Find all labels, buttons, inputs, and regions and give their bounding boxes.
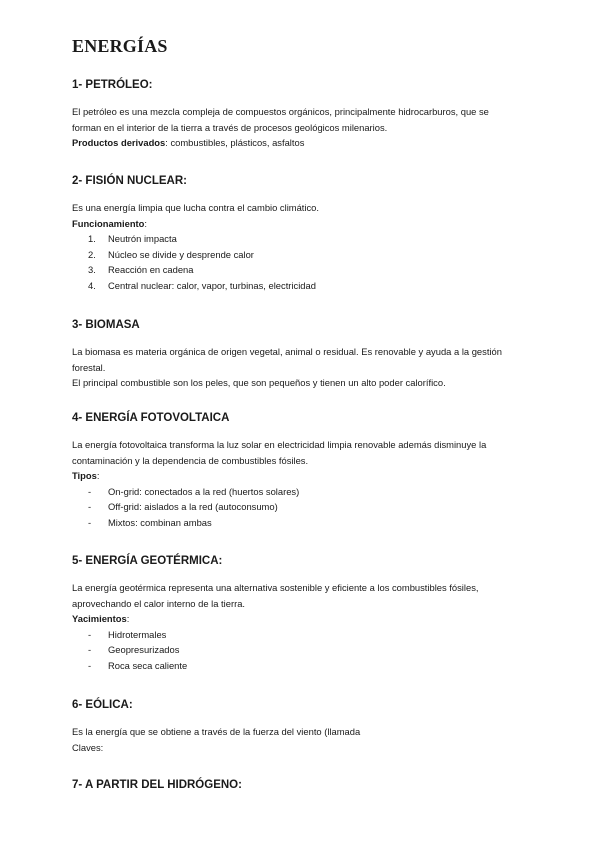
list-item [72,231,532,247]
list-item-text: Neutrón impacta [108,233,177,245]
list-item-text: Central nuclear: calor, vapor, turbinas, electricidad [108,279,316,291]
section-fotovoltaica [72,411,532,531]
paragraph-line: forestal. [72,361,106,373]
list-item [72,262,532,278]
section-heading: 3- BIOMASA [72,319,140,331]
bold-label: Yacimientos [72,613,127,625]
label-line [72,611,532,627]
list-item [72,499,532,515]
section-geotermica [72,554,532,674]
paragraph-line: El petróleo es una mezcla compleja de compuestos orgánicos, principalmente hidrocarburos, que se [72,106,489,117]
dash-list [72,627,532,674]
paragraph-line: La energía geotérmica representa una alternativa sostenible y eficiente a los combustibles fósiles, [72,582,479,593]
paragraph-line: La biomasa es materia orgánica de origen vegetal, animal o residual. Es renovable y ayuda a la gestión [72,346,502,357]
list-marker: 4. [88,279,96,291]
list-item-text: Geopresurizados [108,644,180,656]
list-item-text: Roca seca caliente [108,659,188,671]
section-heading: 1- PETRÓLEO: [72,79,153,91]
list-marker: - [88,485,92,497]
list-item [72,658,532,674]
label-text: : [144,217,148,229]
label-line [72,216,532,232]
list-marker: 2. [88,248,96,260]
list-item [72,484,532,500]
bold-label: Tipos [72,470,97,482]
section-heading: 5- ENERGÍA GEOTÉRMICA: [72,555,223,567]
list-marker: - [88,501,92,513]
paragraph-line: aprovechando el calor interno de la tierra. [72,597,246,609]
document-title: ENERGÍAS [72,36,168,56]
list-marker: - [88,644,92,656]
list-marker: - [88,628,92,640]
list-marker: - [88,516,92,528]
section-heading: 2- FISIÓN NUCLEAR: [72,175,187,187]
list-item [72,278,532,294]
paragraph-line: Es la energía que se obtiene a través de la fuerza del viento (llamada [72,726,361,737]
bold-label: Productos derivados [72,137,166,149]
label-line [72,468,532,484]
section-heading: 6- EÓLICA: [72,699,133,711]
list-item-text: On-grid: conectados a la red (huertos solares) [108,485,300,497]
list-item [72,627,532,643]
label-text: : combustibles, plásticos, asfaltos [165,137,305,149]
list-item [72,515,532,531]
list-item [72,642,532,658]
section-eolica [72,698,532,755]
dash-list [72,484,532,531]
list-item-text: Mixtos: combinan ambas [108,516,212,528]
paragraph-line: La energía fotovoltaica transforma la luz solar en electricidad limpia renovable además disminuye la [72,439,487,450]
label-text: : [126,613,130,625]
bold-label: Funcionamiento [72,217,145,229]
list-marker: 1. [88,233,96,245]
list-item-text: Núcleo se divide y desprende calor [108,248,254,260]
section-heading: 4- ENERGÍA FOTOVOLTAICA [72,412,230,424]
section-petroleo [72,78,532,151]
label-line [72,135,532,151]
list-item-text: Hidrotermales [108,628,167,640]
list-item [72,247,532,263]
list-item-text: Reacción en cadena [108,264,194,276]
label-text: : [96,470,100,482]
paragraph-line: Es una energía limpia que lucha contra el cambio climático. [72,202,320,213]
paragraph-line: Claves: [72,741,104,753]
list-item-text: Off-grid: aislados a la red (autoconsumo) [108,501,278,513]
list-marker: 3. [88,264,96,276]
section-biomasa [72,318,532,391]
section-heading: 7- A PARTIR DEL HIDRÓGENO: [72,779,242,791]
section-fision-nuclear [72,174,532,294]
paragraph-line: contaminación y la dependencia de combustibles fósiles. [72,454,309,466]
numbered-list [72,231,532,293]
section-hidrogeno [72,778,532,792]
list-marker: - [88,659,92,671]
paragraph-line: El principal combustible son los peles, que son pequeños y tienen un alto poder calorífico. [72,377,446,389]
paragraph-line: forman en el interior de la tierra a través de procesos geológicos milenarios. [72,121,388,133]
